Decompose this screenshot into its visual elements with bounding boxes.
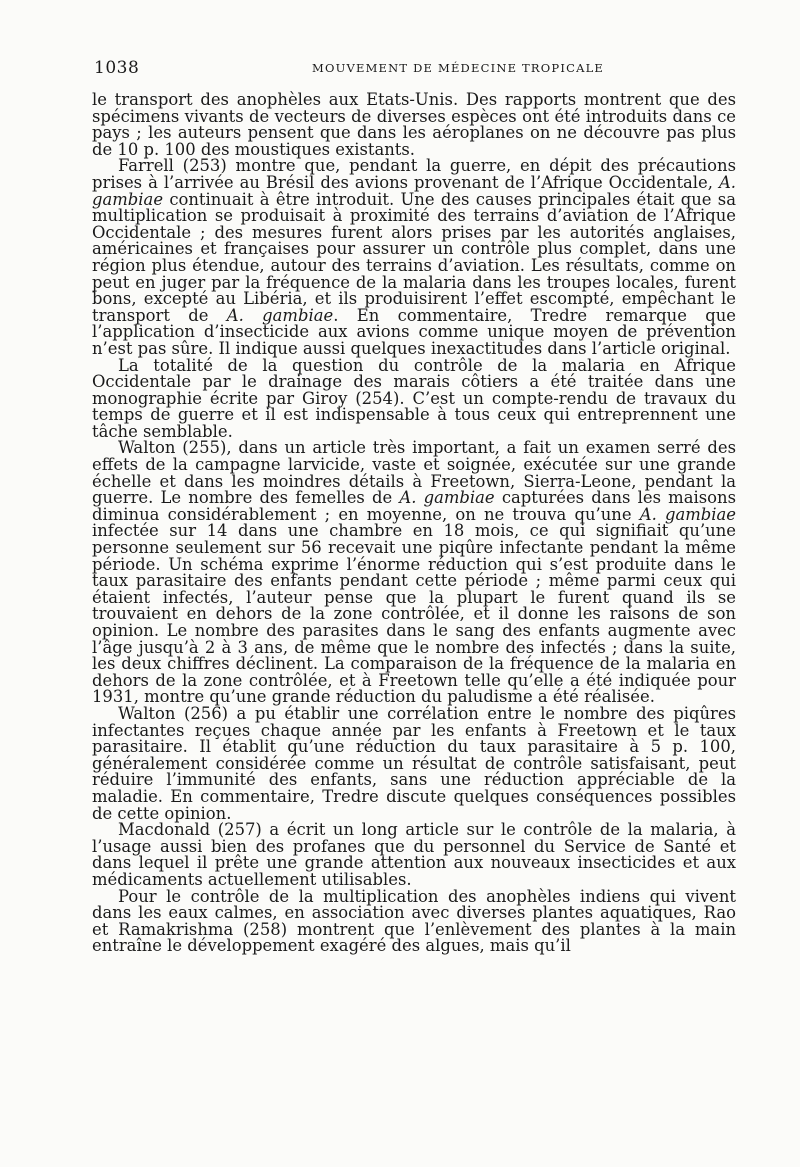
paragraph-text: le transport des anophèles aux Etats-Unis. Des rapports montrent que des spécimens vivants de vecteurs de diverses espèces ont été introduits dans ce pays ; les auteurs pensent que dans les aéroplanes on ne découvre pas plus de 10 p. 100 des moustiques existants. bbox=[92, 90, 736, 159]
paragraph-text: Walton (256) a pu établir une corrélation entre le nombre des piqûres infectantes reçues chaque année par les enfants à Freetown et le taux parasitaire. Il établit qu’une réduction du taux parasitaire à 5 p. 100, généralement considérée comme un résultat de contrôle satisfaisant, peut réduire l’immunité des enfants, sans une réduction appréciable de la maladie. En commentaire, Tredre discute quelques conséquences possibles de cette opinion. bbox=[92, 703, 736, 823]
species-name: A. gambiae bbox=[92, 172, 736, 209]
paragraph-text: continuait à être introduit. Une des causes principales était que sa multiplication se produisait à proximité des terrains d’aviation de l’Afrique Occidentale ; des mesures furent alors prises par les autorités anglaises, américaines et françaises pour assurer un contrôle plus complet, dans une région plus étendue, autour des terrains d’aviation. Les résultats, comme on peut en juger par la fréquence de la malaria dans les troupes locales, furent bons, excepté au Libéria, et ils produisirent l’effet escompté, empêchant le transport de bbox=[92, 189, 736, 325]
paragraph-text: capturées dans les maisons diminua considérablement ; en moyenne, on ne trouva qu’une bbox=[92, 488, 736, 524]
paragraph-text: Pour le contrôle de la multiplication des anophèles indiens qui vivent dans les eaux calmes, en association avec diverses plantes aquatiques, Rao et Ramakrishma (258) montrent que l’enlèvement des plantes à la main entraîne le développement exagéré des algues, mais qu’il bbox=[92, 886, 736, 956]
species-name: A. gambiae bbox=[399, 488, 495, 508]
body-text bbox=[92, 92, 736, 955]
paragraph-text: infectée sur 14 dans une chambre en 18 mois, ce qui signifiait qu’une personne seulement sur 56 recevait une piqûre infectante pendant la même période. Un schéma exprime l’énorme réduction qui s’est produite dans le taux parasitaire des enfants pendant cette période ; même parmi ceux qui étaient infectés, l’auteur pense que la plupart le furent quand ils se trouvaient en dehors de la zone contrôlée, et il donne les raisons de son opinion. Le nombre des parasites dans le sang des enfants augmente avec l’âge jusqu’à 2 à 3 ans, de même que le nombre des infectés ; dans la suite, les deux chiffres déclinent. La comparaison de la fréquence de la malaria en dehors de la zone contrôlée, et à Freetown telle qu’elle a été indiquée pour 1931, montre qu’une grande réduction du paludisme a été réalisée. bbox=[92, 521, 736, 707]
paragraph-p7 bbox=[92, 886, 736, 956]
paragraph-p5 bbox=[92, 703, 736, 823]
paragraph-text: Macdonald (257) a écrit un long article sur le contrôle de la malaria, à l’usage aussi bien des profanes que du personnel du Service de Santé et dans lequel il prête une grande attention aux nouveaux insecticides et aux médicaments actuellement utilisables. bbox=[92, 820, 736, 889]
species-name: A. gambiae bbox=[226, 305, 334, 325]
paragraph-text: Walton (255), dans un article très important, a fait un examen serré des effets de la campagne larvicide, vaste et soignée, exécutée sur une grande échelle et dans les moindres détails à Freetown, Sierra-Leone, pendant la guerre. Le nombre des femelles de bbox=[92, 438, 736, 508]
paragraph-text: . En commentaire, Tredre remarque que l’application d’insecticide aux avions comme unique moyen de prévention n’est pas sûre. Il indique aussi quelques inexactitudes dans l’article original. bbox=[92, 305, 736, 358]
page-number: 1038 bbox=[94, 58, 140, 78]
paragraph-p3 bbox=[92, 355, 736, 441]
paragraph-p6 bbox=[92, 822, 736, 888]
paragraph-text: Farrell (253) montre que, pendant la guerre, en dépit des précautions prises à l’arrivée au Brésil des avions provenant de l’Afrique Occidentale, bbox=[92, 156, 736, 192]
paragraph-p4 bbox=[92, 440, 736, 706]
running-title: MOUVEMENT DE MÉDECINE TROPICALE bbox=[311, 61, 605, 75]
species-name: A. gambiae bbox=[639, 504, 736, 524]
paragraph-p2 bbox=[92, 158, 736, 357]
paragraph-p1 bbox=[92, 92, 736, 158]
paragraph-text: La totalité de la question du contrôle de la malaria en Afrique Occidentale par le drainage des marais côtiers a été traitée dans une monographie écrite par Giroy (254). C’est un compte-rendu de travaux du temps de guerre et il est indispensable à tous ceux qui entreprennent une tâche semblable. bbox=[92, 355, 736, 441]
page-header bbox=[94, 58, 734, 82]
